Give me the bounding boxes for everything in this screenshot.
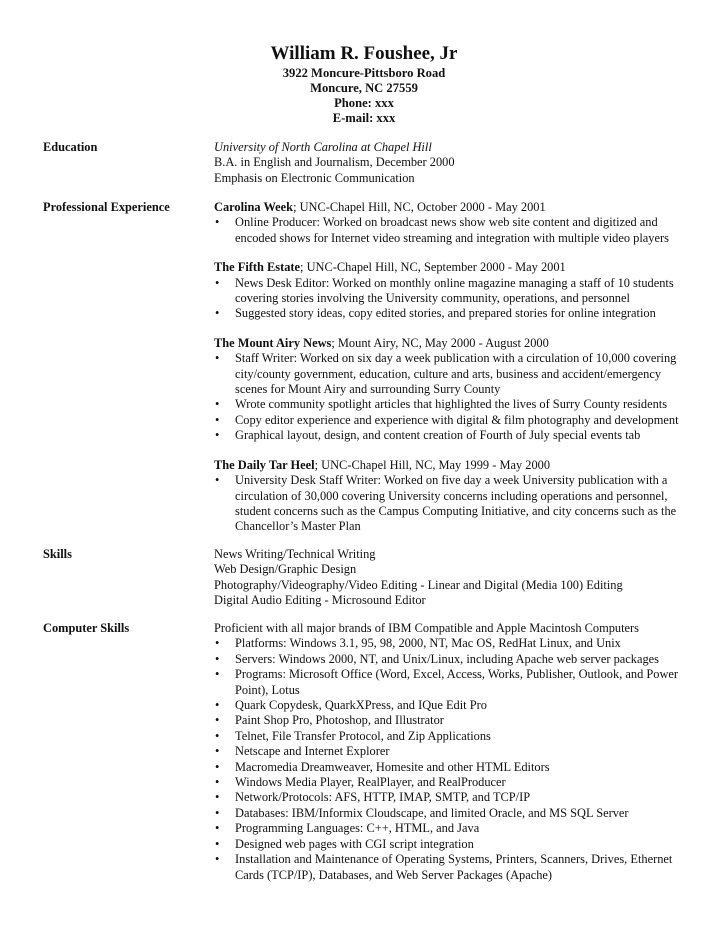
computer-skill-item: • Programs: Microsoft Office (Word, Excel, Access, Works, Publisher, Outlook, and Power Point), Lotus (214, 667, 694, 698)
education-heading: Education (43, 140, 98, 154)
computer-skill-item: • Servers: Windows 2000, NT, and Unix/Linux, including Apache web server packages (214, 652, 694, 667)
address-line-1: 3922 Moncure-Pittsboro Road (282, 66, 446, 80)
computer-skill-item: • Programming Languages: C++, HTML, and Java (214, 821, 694, 836)
computer-skill-item: • Macromedia Dreamweaver, Homesite and other HTML Editors (214, 760, 694, 775)
job-mount-airy-news (214, 336, 694, 444)
skills-section (214, 547, 694, 609)
address-line-2: Moncure, NC 27559 (310, 81, 418, 95)
computer-skill-item: • Netscape and Internet Explorer (214, 744, 694, 759)
applicant-name: William R. Foushee, Jr (270, 43, 458, 64)
resume-header (0, 42, 728, 126)
phone-line: Phone: xxx (334, 96, 394, 110)
job-daily-tar-heel (214, 458, 694, 535)
email-line: E-mail: xxx (332, 111, 396, 125)
computer-skill-item: • Platforms: Windows 3.1, 95, 98, 2000, NT, Mac OS, RedHat Linux, and Unix (214, 636, 694, 651)
computer-skills-intro: Proficient with all major brands of IBM Compatible and Apple Macintosh Computers (214, 621, 640, 635)
computer-skills-list (214, 636, 694, 883)
job-bullet: • Staff Writer: Worked on six day a week publication with a circulation of 10,000 covering city/county government, education, culture and arts, business and accident/emergency scenes for Mount Airy and surrounding Surry County (214, 351, 694, 397)
job-org: Carolina Week (214, 200, 294, 214)
job-detail: ; Mount Airy, NC, May 2000 - August 2000 (331, 335, 549, 350)
job-org: The Fifth Estate (214, 260, 301, 275)
job-bullet: • Wrote community spotlight articles that highlighted the lives of Surry County residents (214, 397, 694, 412)
experience-section (214, 200, 694, 535)
job-bullets (214, 351, 694, 443)
skill-item: Web Design/Graphic Design (214, 562, 357, 577)
job-bullet: • Online Producer: Worked on broadcast news show web site content and digitized and encoded shows for Internet video streaming and integration with multiple video players (214, 215, 694, 246)
job-title-line (214, 336, 694, 351)
experience-heading: Professional Experience (43, 200, 170, 214)
computer-skill-item: • Telnet, File Transfer Protocol, and Zip Applications (214, 729, 694, 744)
skills-heading: Skills (43, 547, 72, 561)
job-org: The Mount Airy News (214, 335, 332, 350)
job-bullet: • Copy editor experience and experience with digital & film photography and development (214, 413, 694, 428)
job-title-line (214, 458, 694, 473)
computer-skill-item: • Network/Protocols: AFS, HTTP, IMAP, SMTP, and TCP/IP (214, 790, 694, 805)
job-org: The Daily Tar Heel (214, 457, 315, 472)
computer-skill-item: • Installation and Maintenance of Operating Systems, Printers, Scanners, Drives, Ethernet Cards (TCP/IP), Databases, and Web Server Packages (Apache) (214, 852, 694, 883)
job-detail: ; UNC-Chapel Hill, NC, September 2000 - May 2001 (300, 260, 566, 275)
job-bullet: • Suggested story ideas, copy edited stories, and prepared stories for online integration (214, 306, 694, 321)
skill-item: Photography/Videography/Video Editing - Linear and Digital (Media 100) Editing (214, 577, 623, 592)
job-title-line (214, 260, 694, 275)
computer-skill-item: • Designed web pages with CGI script integration (214, 837, 694, 852)
job-bullet: • University Desk Staff Writer: Worked on five day a week University publication with a circulation of 30,000 covering University concerns including operations and personnel, student concerns such as the Campus Computing Initiative, and city concerns such as the Chancellor’s Master Plan (214, 473, 694, 535)
education-section (214, 140, 694, 186)
skill-item: Digital Audio Editing - Microsound Editor (214, 593, 426, 608)
job-carolina-week (214, 200, 694, 246)
computer-skill-item: • Databases: IBM/Informix Cloudscape, and limited Oracle, and MS SQL Server (214, 806, 694, 821)
job-bullets (214, 276, 694, 322)
job-bullets (214, 473, 694, 535)
education-emphasis: Emphasis on Electronic Communication (214, 170, 415, 185)
job-bullet: • News Desk Editor: Worked on monthly online magazine managing a staff of 10 students covering stories involving the University community, operations, and personnel (214, 276, 694, 307)
job-bullets (214, 215, 694, 246)
computer-skill-item: • Windows Media Player, RealPlayer, and RealProducer (214, 775, 694, 790)
computer-skills-section (214, 621, 694, 883)
job-detail: ; UNC-Chapel Hill, NC, October 2000 - May 2001 (293, 200, 546, 214)
job-fifth-estate (214, 260, 694, 322)
job-detail: ; UNC-Chapel Hill, NC, May 1999 - May 2000 (314, 457, 551, 472)
computer-skill-item: • Quark Copydesk, QuarkXPress, and IQue Edit Pro (214, 698, 694, 713)
education-degree: B.A. in English and Journalism, December 2000 (214, 155, 455, 170)
computer-skills-heading: Computer Skills (43, 621, 130, 635)
education-school: University of North Carolina at Chapel Hill (214, 140, 432, 154)
job-bullet: • Graphical layout, design, and content creation of Fourth of July special events tab (214, 428, 694, 443)
skill-item: News Writing/Technical Writing (214, 547, 376, 561)
computer-skill-item: • Paint Shop Pro, Photoshop, and Illustrator (214, 713, 694, 728)
job-title-line (214, 200, 694, 215)
